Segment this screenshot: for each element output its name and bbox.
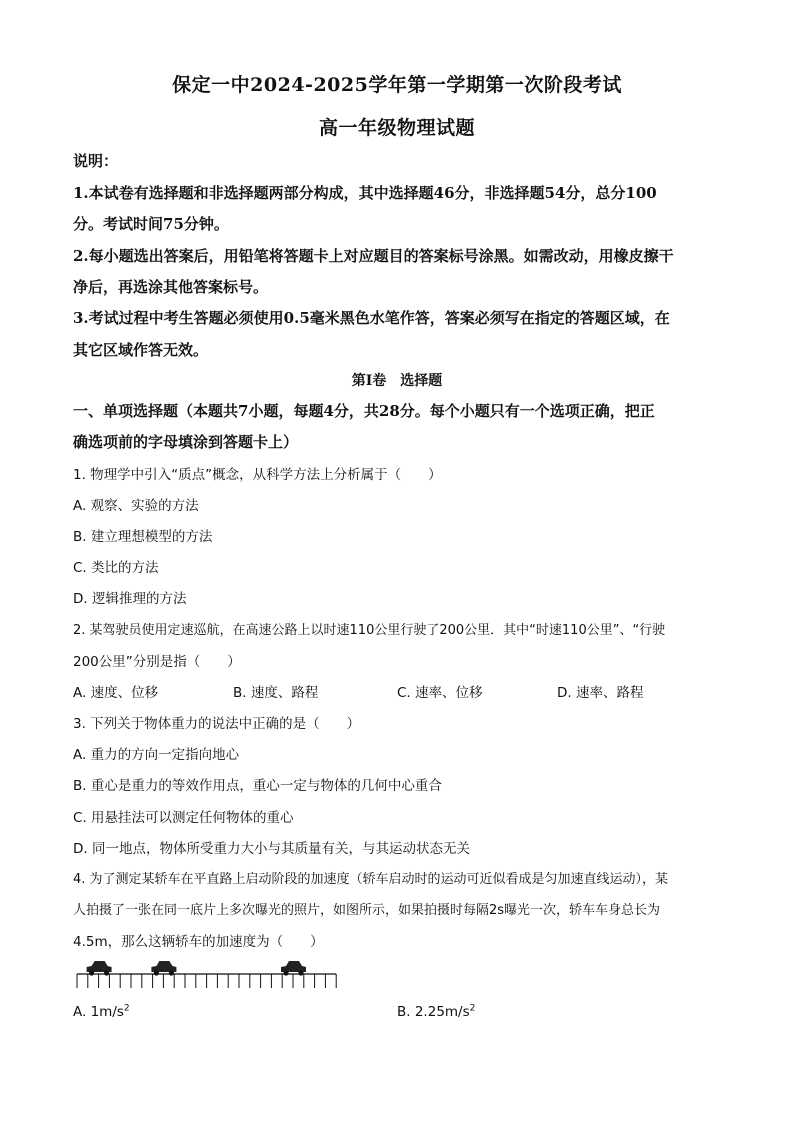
question-4-stem-line-2: 人拍摄了一张在同一底片上多次曝光的照片，如图所示，如果拍摄时每隔2s曝光一次，轿车车身总长为 [73, 903, 661, 918]
question-4-stem-line-1: 4. 为了测定某轿车在平直路上启动阶段的加速度（轿车启动时的运动可近似看成是匀加速直线运动），某 [73, 872, 669, 887]
instruction-2-line-2: 净后，再选涂其他答案标号。 [73, 278, 269, 296]
part-one-line-2: 确选项前的字母填涂到答题卡上） [73, 433, 299, 451]
instruction-3-line-2: 其它区域作答无效。 [73, 341, 209, 359]
question-4-stem-line-3: 4.5m，那么这辆轿车的加速度为（ ） [73, 934, 324, 950]
section-heading: 第Ⅰ卷 选择题 [351, 373, 443, 389]
question-3-option-b: B. 重心是重力的等效作用点，重心一定与物体的几何中心重合 [73, 778, 442, 794]
exam-subtitle: 高一年级物理试题 [318, 117, 475, 139]
exam-title: 保定一中2024-2025学年第一学期第一次阶段考试 [172, 74, 622, 96]
question-2-option-c: C. 速率、位移 [397, 685, 483, 701]
instruction-2-line-1: 2.每小题选出答案后，用铅笔将答题卡上对应题目的答案标号涂黑。如需改动，用橡皮擦干 [73, 247, 674, 265]
question-3-option-a: A. 重力的方向一定指向地心 [73, 747, 240, 763]
question-2-option-b: B. 速度、路程 [233, 685, 319, 701]
instruction-3-line-1: 3.考试过程中考生答题必须使用0.5毫米黑色水笔作答，答案必须写在指定的答题区域，在 [73, 309, 670, 327]
instructions-label: 说明： [73, 152, 119, 170]
question-1-option-b: B. 建立理想模型的方法 [73, 529, 213, 545]
question-3-option-d: D. 同一地点，物体所受重力大小与其质量有关，与其运动状态无关 [73, 841, 470, 857]
question-4-option-a: A. $1m/s^2$ [73, 1003, 130, 1020]
question-4-option-b: B. $2.25m/s^2$ [397, 1003, 476, 1020]
part-one-line-1: 一、单项选择题（本题共7小题，每题4分，共28分。每个小题只有一个选项正确，把正 [73, 402, 655, 420]
ruler-scale [77, 974, 336, 988]
question-3-stem: 3. 下列关于物体重力的说法中正确的是（ ） [73, 716, 361, 732]
question-3-option-c: C. 用悬挂法可以测定任何物体的重心 [73, 810, 294, 826]
question-1-option-a: A. 观察、实验的方法 [73, 498, 199, 514]
instruction-1-line-2: 分。考试时间75分钟。 [73, 215, 229, 233]
question-2-stem-line-2: 200公里”分别是指（ ） [73, 654, 241, 670]
question-2-option-a: A. 速度、位移 [73, 685, 159, 701]
question-2-stem-line-1: 2. 某驾驶员使用定速巡航，在高速公路上以时速110公里行驶了200公里．其中“时速110公里”、“行驶 [73, 623, 666, 638]
instruction-1-line-1: 1.本试卷有选择题和非选择题两部分构成，其中选择题46分，非选择题54分，总分100 [73, 184, 657, 202]
question-1-option-c: C. 类比的方法 [73, 560, 159, 576]
question-1-stem: 1. 物理学中引入“质点”概念，从科学方法上分析属于（ ） [73, 467, 442, 483]
question-1-option-d: D. 逻辑推理的方法 [73, 591, 187, 607]
question-2-option-d: D. 速率、路程 [557, 685, 644, 701]
car-exposure-figure [75, 958, 345, 998]
